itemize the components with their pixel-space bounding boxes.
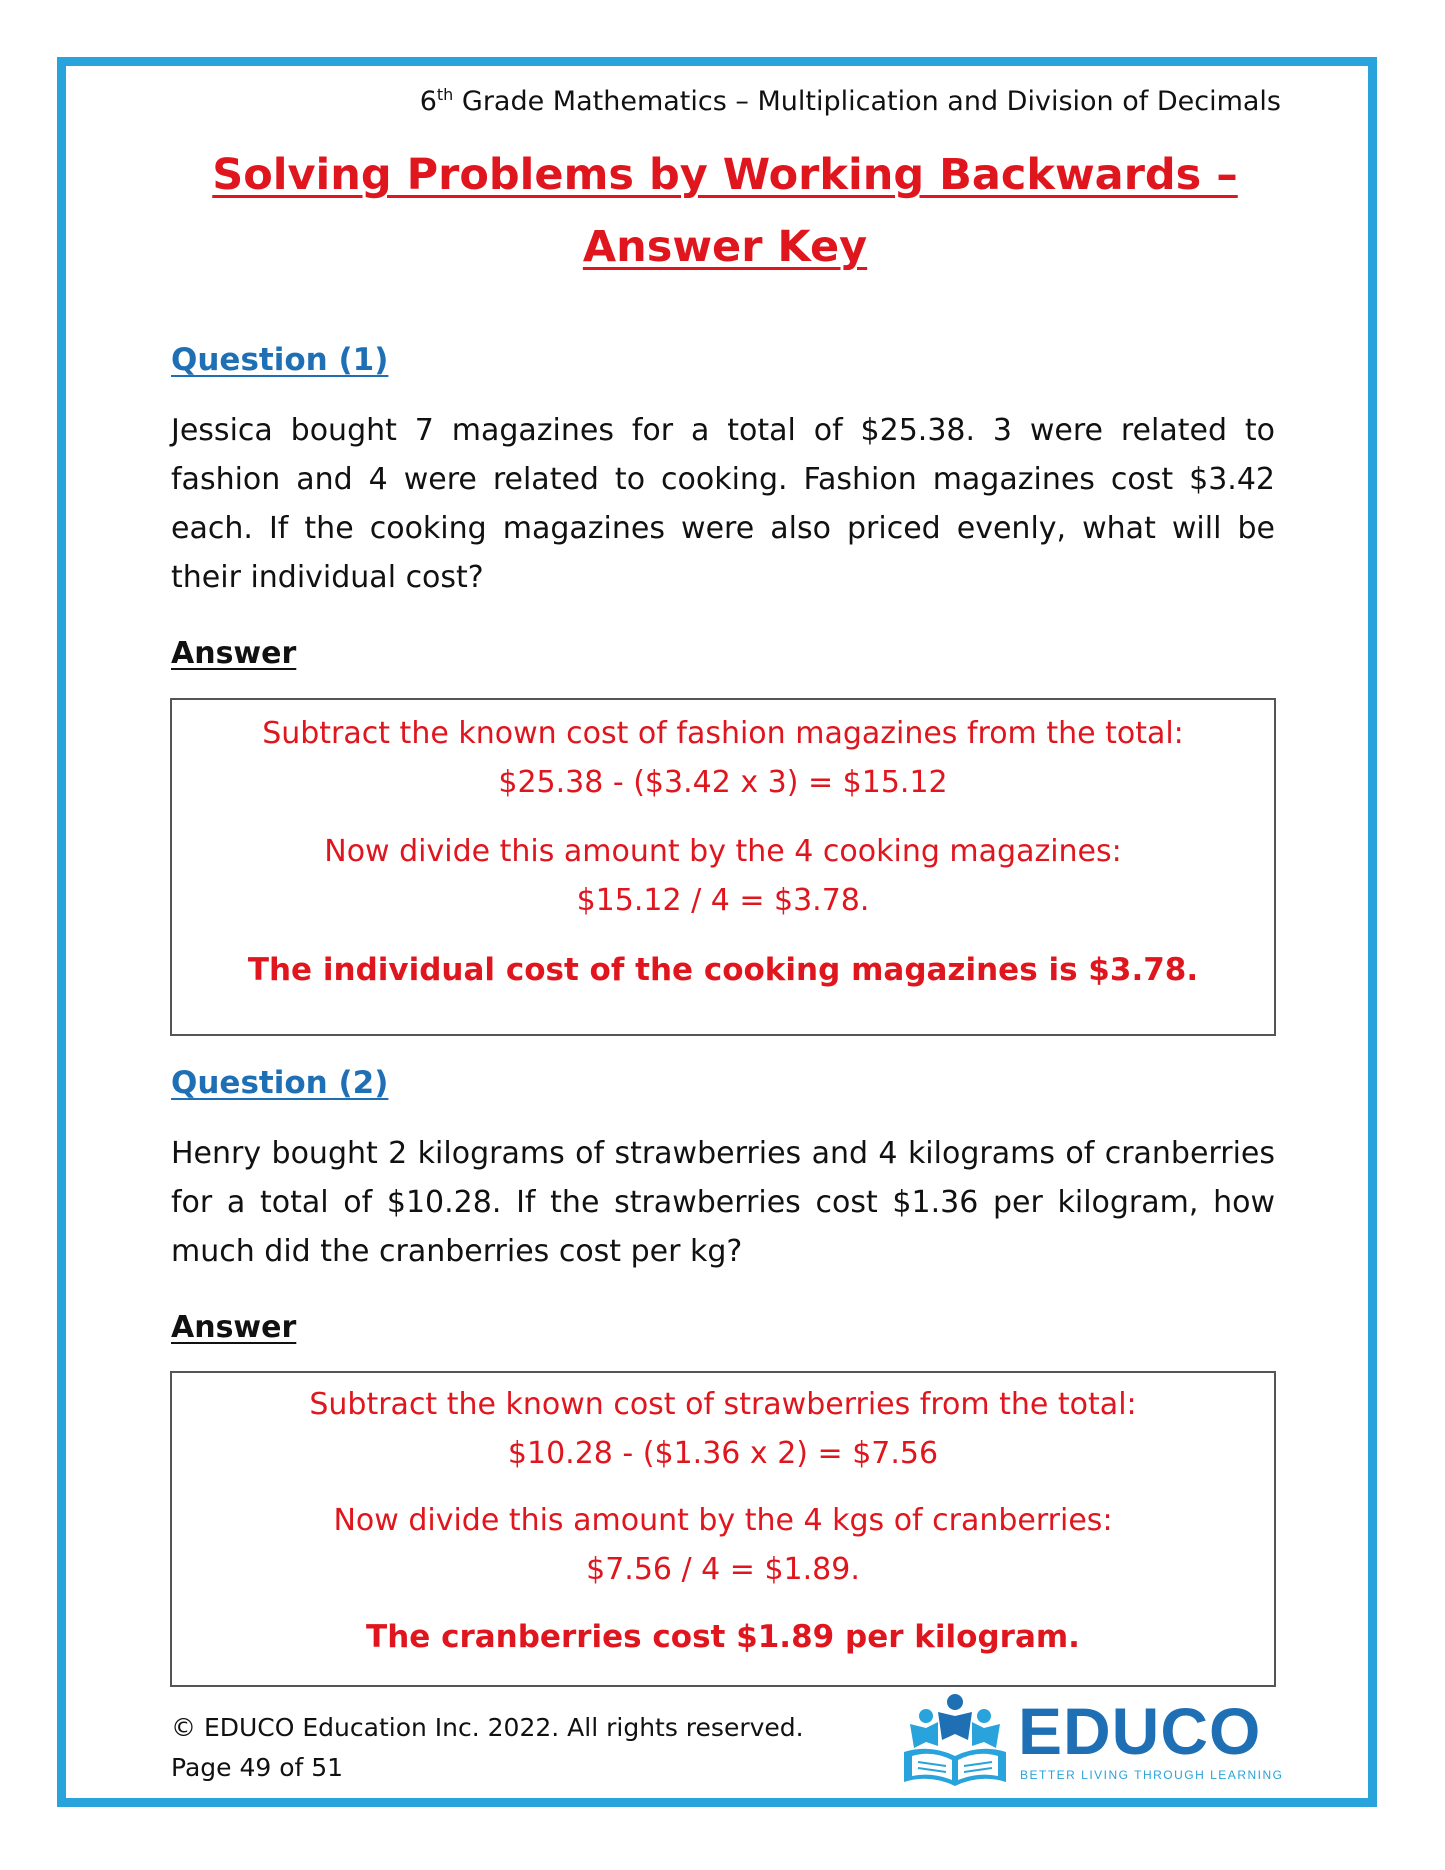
answer-1-final: The individual cost of the cooking magazines is $3.78. — [247, 952, 1199, 988]
page-title-line1: Solving Problems by Working Backwards – — [212, 150, 1238, 200]
grade-suffix: th — [436, 85, 454, 104]
document-header — [420, 86, 1281, 117]
answer-1-step1: Subtract the known cost of fashion magazines from the total: — [262, 716, 1184, 751]
question-2-answer-box — [170, 1371, 1276, 1687]
answer-1-step2: Now divide this amount by the 4 cooking magazines: — [324, 834, 1122, 869]
question-1-heading: Question (1) — [171, 342, 389, 378]
book-people-icon — [898, 1690, 1013, 1790]
question-1-answer-box — [170, 698, 1276, 1036]
answer-2-step2: Now divide this amount by the 4 kgs of cranberries: — [333, 1503, 1113, 1538]
grade-number: 6 — [419, 86, 437, 117]
footer-page-number: Page 49 of 51 — [171, 1753, 344, 1782]
answer-1-calc2: $15.12 / 4 = $3.78. — [576, 883, 870, 918]
answer-2-final: The cranberries cost $1.89 per kilogram. — [366, 1619, 1080, 1655]
question-1-answer-label: Answer — [171, 636, 297, 671]
header-subtitle: Grade Mathematics – Multiplication and Division of Decimals — [453, 86, 1281, 117]
answer-2-step1: Subtract the known cost of strawberries from the total: — [309, 1387, 1137, 1422]
page-title-line2: Answer Key — [582, 222, 868, 272]
logo-wordmark: EDUCO — [1018, 1694, 1262, 1768]
logo-tagline: BETTER LIVING THROUGH LEARNING — [1020, 1768, 1284, 1782]
educo-logo — [898, 1690, 1284, 1790]
answer-2-calc1: $10.28 - ($1.36 x 2) = $7.56 — [507, 1436, 939, 1471]
question-2-answer-label: Answer — [171, 1310, 297, 1345]
question-2-heading: Question (2) — [171, 1065, 389, 1101]
question-1-text: Jessica bought 7 magazines for a total of $25.38. 3 were related to fashion and 4 were related to cooking. Fashion magazines cost $3.42 each. If the cooking magazines were also priced evenly, what will be their individual cost? — [171, 413, 1275, 595]
footer-copyright: © EDUCO Education Inc. 2022. All rights reserved. — [171, 1713, 804, 1742]
answer-2-calc2: $7.56 / 4 = $1.89. — [586, 1552, 860, 1587]
question-2-text: Henry bought 2 kilograms of strawberries and 4 kilograms of cranberries for a total of $10.28. If the strawberries cost $1.36 per kilogram, how much did the cranberries cost per kg? — [171, 1136, 1275, 1269]
answer-1-calc1: $25.38 - ($3.42 x 3) = $15.12 — [498, 765, 948, 800]
